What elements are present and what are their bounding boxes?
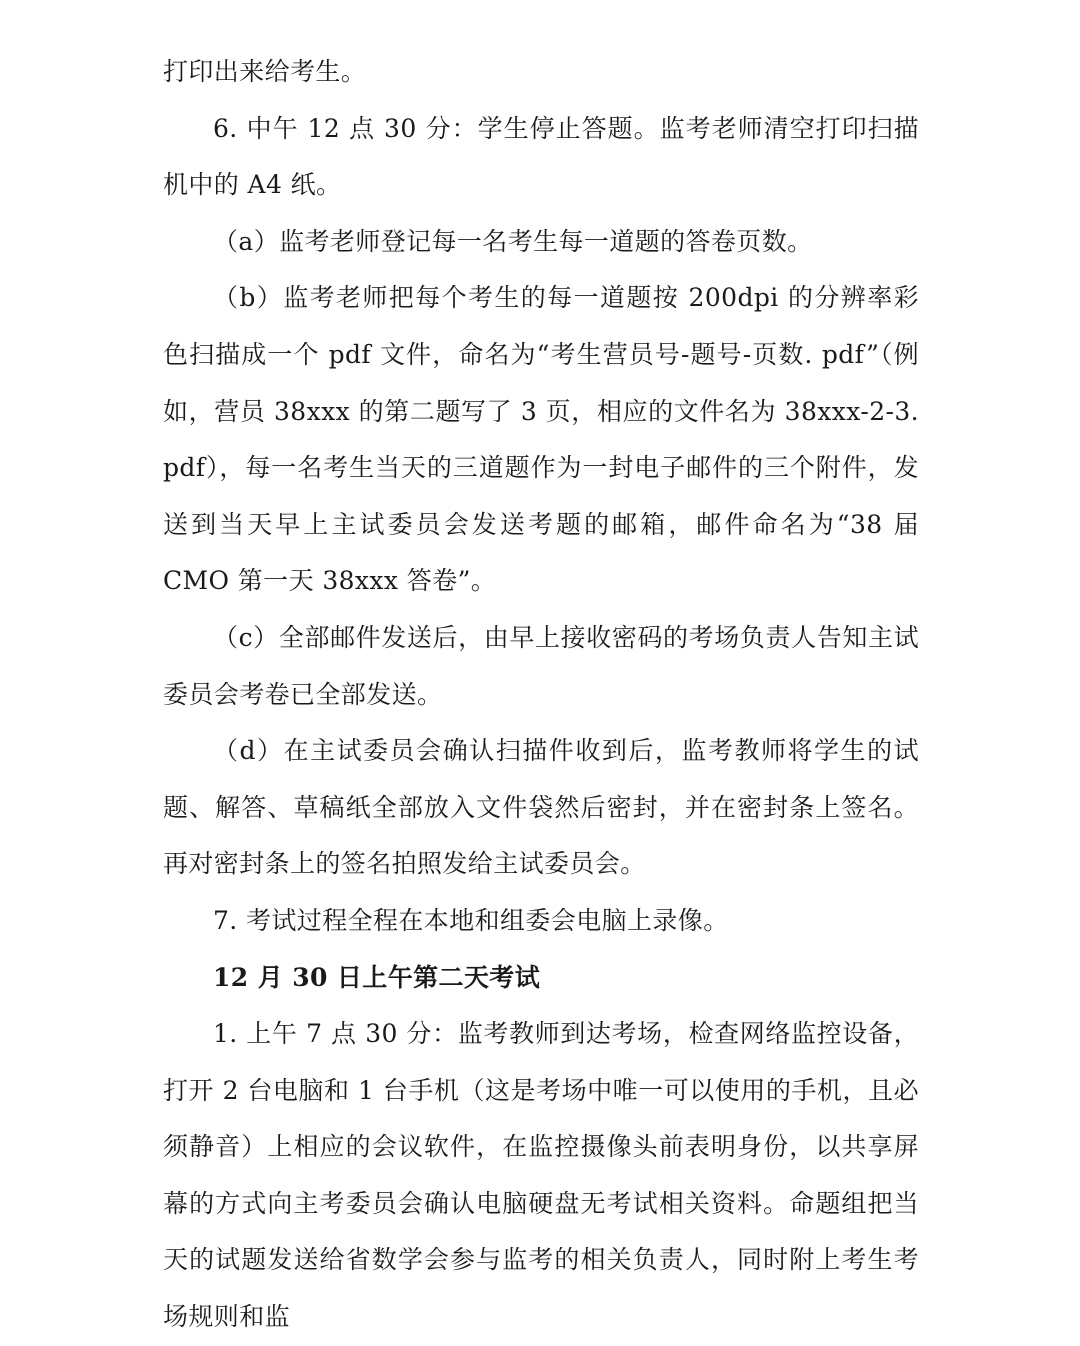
paragraph-continuation: 打印出来给考生。 <box>163 57 367 86</box>
paragraph-item-b: （b）监考老师把每个考生的每一道题按 200dpi 的分辨率彩色扫描成一个 pdf 文件，命名为“考生营员号-题号-页数. pdf”（例如，营员 38xxx 的第二题写了 3 页，相应的文件名为 38xxx-2-3. pdf），每一名考生当天的三道题作为一封电子邮件的三个附件，发送到当天早上主试委员会发送考题的邮箱，邮件命名为“38 届 CMO 第一天 38xxx 答卷”。 <box>163 283 919 596</box>
paragraph-item-a: （a）监考老师登记每一名考生每一道题的答卷页数。 <box>213 226 813 256</box>
paragraph-item-6: 6. 中午 12 点 30 分：学生停止答题。监考老师清空打印扫描机中的 A4 纸。 <box>163 113 919 200</box>
paragraph-item-7: 7. 考试过程全程在本地和组委会电脑上录像。 <box>213 905 729 935</box>
paragraph-item-d: （d）在主试委员会确认扫描件收到后，监考教师将学生的试题、解答、草稿纸全部放入文件袋然后密封，并在密封条上签名。再对密封条上的签名拍照发给主试委员会。 <box>163 736 919 879</box>
paragraph-item-1: 1. 上午 7 点 30 分：监考教师到达考场，检查网络监控设备，打开 2 台电脑和 1 台手机（这是考场中唯一可以使用的手机，且必须静音）上相应的会议软件，在监控摄像头前表明身份，以共享屏幕的方式向主考委员会确认电脑硬盘无考试相关资料。命题组把当天的试题发送给省数学会参与监考的相关负责人，同时附上考生考场规则和监 <box>163 1019 919 1332</box>
section-heading: 12 月 30 日上午第二天考试 <box>213 962 541 992</box>
document-page <box>163 44 919 1346</box>
paragraph-item-c: （c）全部邮件发送后，由早上接收密码的考场负责人告知主试委员会考卷已全部发送。 <box>163 622 919 709</box>
